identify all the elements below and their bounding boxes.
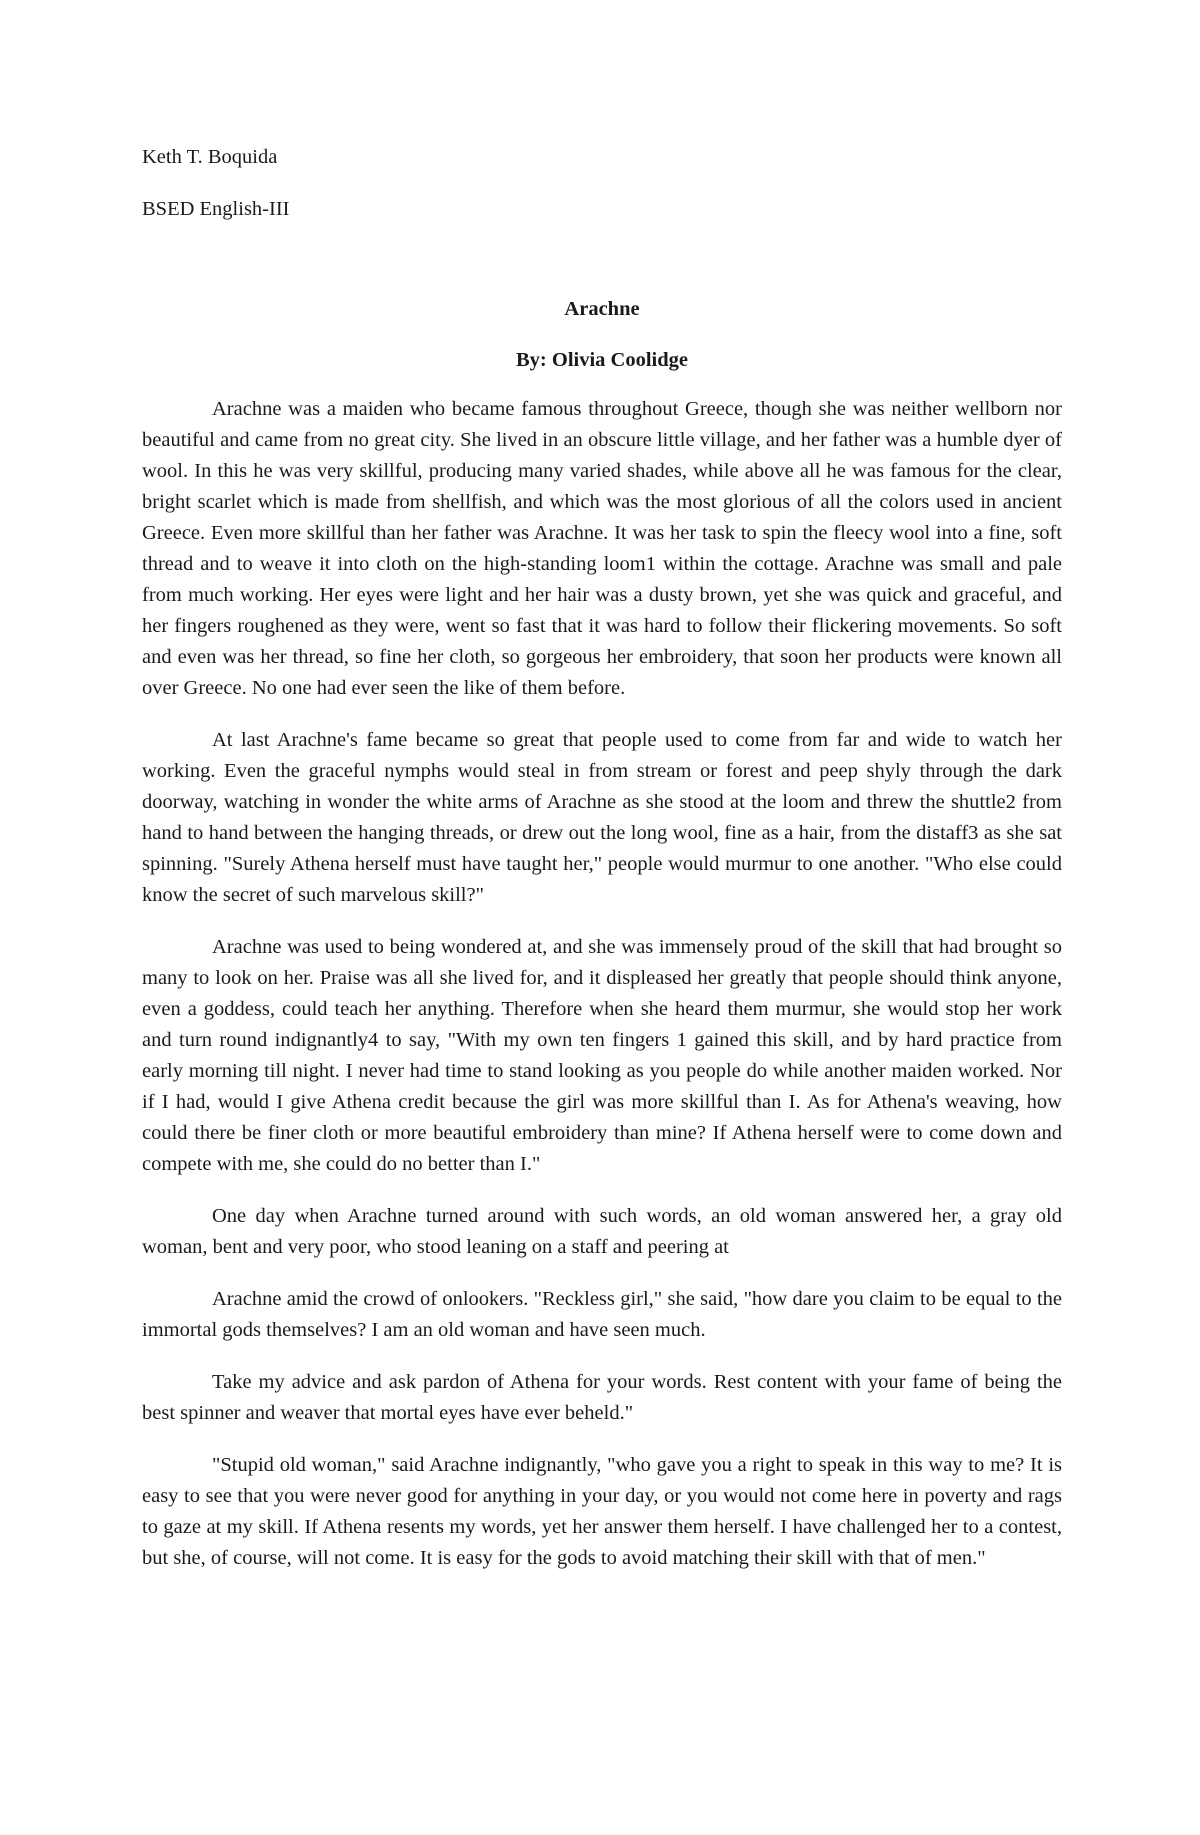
story-title: Arachne	[564, 298, 640, 320]
story-body	[142, 394, 1062, 1595]
paragraph: Arachne amid the crowd of onlookers. "Reckless girl," she said, "how dare you claim to be equal to the immortal gods themselves? I am an old woman and have seen much.	[142, 1288, 1062, 1341]
paragraph: At last Arachne's fame became so great that people used to come from far and wide to watch her working. Even the graceful nymphs would steal in from stream or forest and peep shyly through the dark doorway, watching in wonder the white arms of Arachne as she stood at the loom and threw the shuttle2 from hand to hand between the hanging threads, or drew out the long wool, fine as a hair, from the distaff3 as she sat spinning. "Surely Athena herself must have taught her," people would murmur to one another. "Who else could know the secret of such marvelous skill?"	[142, 729, 1062, 906]
course-label: BSED English-III	[142, 198, 290, 220]
paragraph: Arachne was a maiden who became famous throughout Greece, though she was neither wellborn nor beautiful and came from no great city. She lived in an obscure little village, and her father was a humble dyer of wool. In this he was very skillful, producing many varied shades, while above all he was famous for the clear, bright scarlet which is made from shellfish, and which was the most glorious of all the colors used in ancient Greece. Even more skillful than her father was Arachne. It was her task to spin the fleecy wool into a fine, soft thread and to weave it into cloth on the high-standing loom1 within the cottage. Arachne was small and pale from much working. Her eyes were light and her hair was a dusty brown, yet she was quick and graceful, and her fingers roughened as they were, went so fast that it was hard to follow their flickering movements. So soft and even was her thread, so fine her cloth, so gorgeous her embroidery, that soon her products were known all over Greece. No one had ever seen the like of them before.	[142, 398, 1062, 699]
paragraph: "Stupid old woman," said Arachne indignantly, "who gave you a right to speak in this way to me? It is easy to see that you were never good for anything in your day, or you would not come here in poverty and rags to gaze at my skill. If Athena resents my words, yet her answer them herself. I have challenged her to a contest, but she, of course, will not come. It is easy for the gods to avoid matching their skill with that of men."	[142, 1454, 1062, 1569]
student-name: Keth T. Boquida	[142, 146, 278, 168]
paragraph: Take my advice and ask pardon of Athena for your words. Rest content with your fame of being the best spinner and weaver that mortal eyes have ever beheld."	[142, 1371, 1062, 1424]
paragraph: Arachne was used to being wondered at, and she was immensely proud of the skill that had brought so many to look on her. Praise was all she lived for, and it displeased her greatly that people should think anyone, even a goddess, could teach her anything. Therefore when she heard them murmur, she would stop her work and turn round indignantly4 to say, "With my own ten fingers 1 gained this skill, and by hard practice from early morning till night. I never had time to stand looking as you people do while another maiden worked. Nor if I had, would I give Athena credit because the girl was more skillful than I. As for Athena's weaving, how could there be finer cloth or more beautiful embroidery than mine? If Athena herself were to come down and compete with me, she could do no better than I."	[142, 936, 1062, 1175]
story-byline: By: Olivia Coolidge	[516, 349, 688, 371]
paragraph: One day when Arachne turned around with such words, an old woman answered her, a gray old woman, bent and very poor, who stood leaning on a staff and peering at	[142, 1205, 1062, 1258]
